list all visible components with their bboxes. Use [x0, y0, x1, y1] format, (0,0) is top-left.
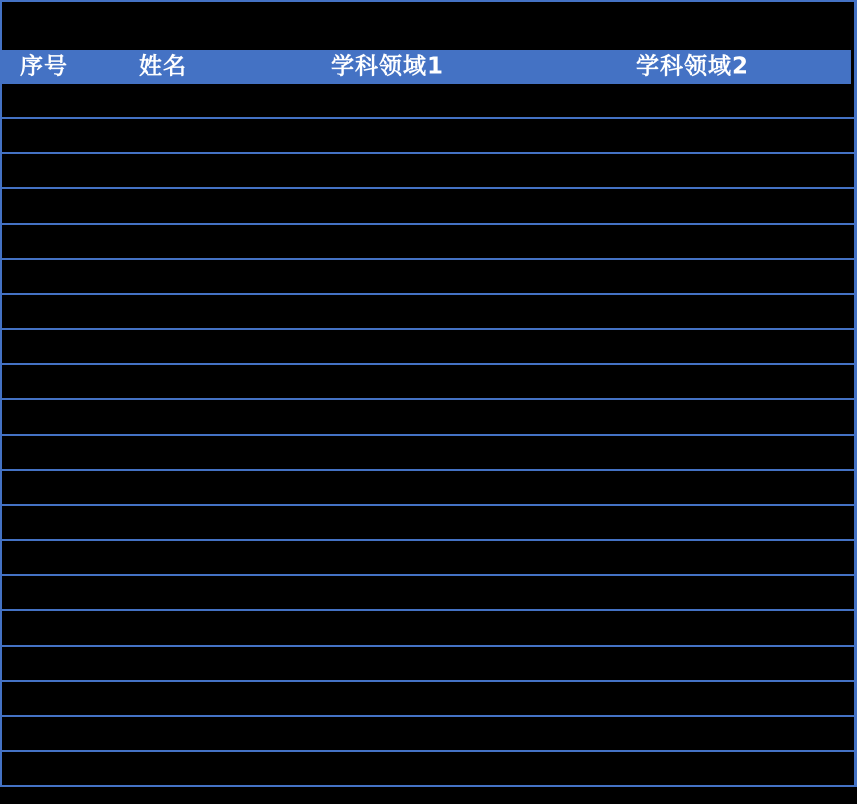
table-row[interactable]: [2, 154, 854, 189]
table-row[interactable]: [2, 506, 854, 541]
header-cell-subject-field-2[interactable]: 学科领域2: [636, 53, 750, 80]
table-row[interactable]: [2, 119, 854, 154]
table-row[interactable]: [2, 330, 854, 365]
table-row[interactable]: [2, 541, 854, 576]
header-cell-serial-number[interactable]: 序号: [20, 53, 68, 80]
table-row[interactable]: [2, 647, 854, 682]
table-row[interactable]: [2, 576, 854, 611]
header-cell-name[interactable]: 姓名: [139, 53, 187, 80]
table-body: [2, 84, 854, 787]
table-row[interactable]: [2, 295, 854, 330]
header-cell-subject-field-1[interactable]: 学科领域1: [331, 53, 445, 80]
table-row[interactable]: [2, 365, 854, 400]
table-row[interactable]: [2, 400, 854, 435]
table-title-row: [2, 2, 854, 50]
table-row[interactable]: [2, 189, 854, 224]
table-row[interactable]: [2, 436, 854, 471]
table-row[interactable]: [2, 260, 854, 295]
table-header-row: [2, 50, 851, 84]
table-row[interactable]: [2, 752, 854, 787]
table-row[interactable]: [2, 84, 854, 119]
table-row[interactable]: [2, 611, 854, 646]
table-row[interactable]: [2, 471, 854, 506]
table-row[interactable]: [2, 717, 854, 752]
table-row[interactable]: [2, 225, 854, 260]
table-row[interactable]: [2, 682, 854, 717]
area-below-table: [0, 787, 857, 804]
